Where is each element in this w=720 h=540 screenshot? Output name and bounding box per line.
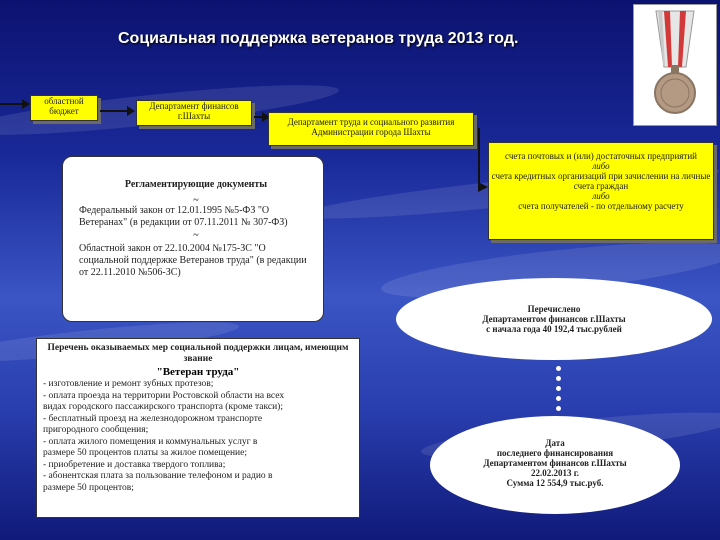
measure-item: - оплата жилого помещения и коммунальных услуг в	[43, 436, 258, 447]
accounts-line-2: счета кредитных организаций при зачислении на личные счета граждан	[491, 171, 711, 191]
last-funding-line-3: Департаментом финансов г.Шахты	[483, 458, 627, 468]
budget-box	[30, 95, 98, 121]
transferred-line-1: Перечислено	[527, 304, 581, 314]
measure-item: - оплата проезда на территории Ростовской области на всех	[43, 390, 285, 401]
last-funding-ellipse	[430, 416, 680, 514]
regulations-scroll: Регламентирующие документы ~ Федеральный закон от 12.01.1995 №5-ФЗ "О Ветеранах" (в редакции от 07.11.2011 № 307-ФЗ) ~ Областной закон от 22.10.2004 №175-ЗС "О социальной поддержке Ветеранов труда" (в редакции от 22.11.2010 №506-ЗС)	[62, 156, 324, 322]
budget-label: областной бюджет	[44, 96, 84, 116]
measures-items	[43, 379, 353, 494]
labor-dept-box	[268, 112, 474, 146]
page-title: Социальная поддержка ветеранов труда 2013 год.	[118, 30, 519, 47]
transferred-ellipse	[396, 278, 712, 360]
last-funding-line-2: последнего финансирования	[496, 448, 614, 458]
accounts-or-2: либо	[592, 191, 610, 201]
dot	[556, 376, 561, 381]
measure-item: - приобретение и доставка твердого топлива;	[43, 459, 226, 470]
measure-item: видах городского пассажирского транспорта (кроме такси);	[43, 402, 283, 412]
dot	[556, 396, 561, 401]
last-funding-line-1: Дата	[545, 438, 565, 448]
dot	[556, 386, 561, 391]
measure-item: размере 50 процентов платы за жилое помещение;	[43, 448, 247, 458]
last-funding-line-4: 22.02.2013 г.	[530, 468, 580, 478]
regulations-heading: Регламентирующие документы	[124, 179, 268, 190]
last-funding-line-5: Сумма 12 554,9 тыс.руб.	[506, 478, 604, 488]
measure-item: - бесплатный проезд на железнодорожном транспорте	[43, 413, 263, 424]
measure-item: пригородного сообщения;	[43, 425, 149, 435]
measure-item: - изготовление и ремонт зубных протезов;	[43, 379, 214, 389]
veteran-title-label: "Ветеран труда"	[156, 366, 240, 378]
accounts-box	[488, 142, 714, 240]
regulation-item-1: Федеральный закон от 12.01.1995 №5-ФЗ "О Ветеранах" (в редакции от 07.11.2011 № 307-ФЗ)	[79, 205, 288, 228]
dot	[556, 366, 561, 371]
labor-dept-label: Департамент труда и социального развития Администрации города Шахты	[287, 117, 455, 137]
finance-dept-label: Департамент финансов г.Шахты	[149, 101, 239, 121]
accounts-line-1: счета почтовых и (или) достаточных предприятий	[505, 151, 697, 161]
measures-list	[36, 338, 360, 518]
dot	[556, 406, 561, 411]
finance-dept-box	[136, 100, 252, 126]
transferred-line-2: Департаментом финансов г.Шахты	[482, 314, 626, 324]
transferred-line-3: с начала года 40 192,4 тыс.рублей	[486, 324, 622, 334]
medal-image	[633, 4, 717, 126]
accounts-line-3: счета получателей - по отдельному расчету	[518, 201, 684, 211]
accounts-or-1: либо	[592, 161, 610, 171]
regulation-item-2: Областной закон от 22.10.2004 №175-ЗС "О социальной поддержке Ветеранов труда" (в редакции от 22.11.2010 №506-ЗС)	[79, 243, 307, 278]
measure-item: размере 50 процентов;	[43, 482, 134, 493]
arrow-icon	[22, 99, 30, 109]
arrow-icon	[478, 182, 488, 192]
arrow-icon	[127, 106, 135, 116]
measure-item: - абонентская плата за пользование телефоном и радио в	[43, 471, 273, 481]
measures-heading: Перечень оказываемых мер социальной поддержки лицам, имеющим звание	[47, 343, 349, 364]
